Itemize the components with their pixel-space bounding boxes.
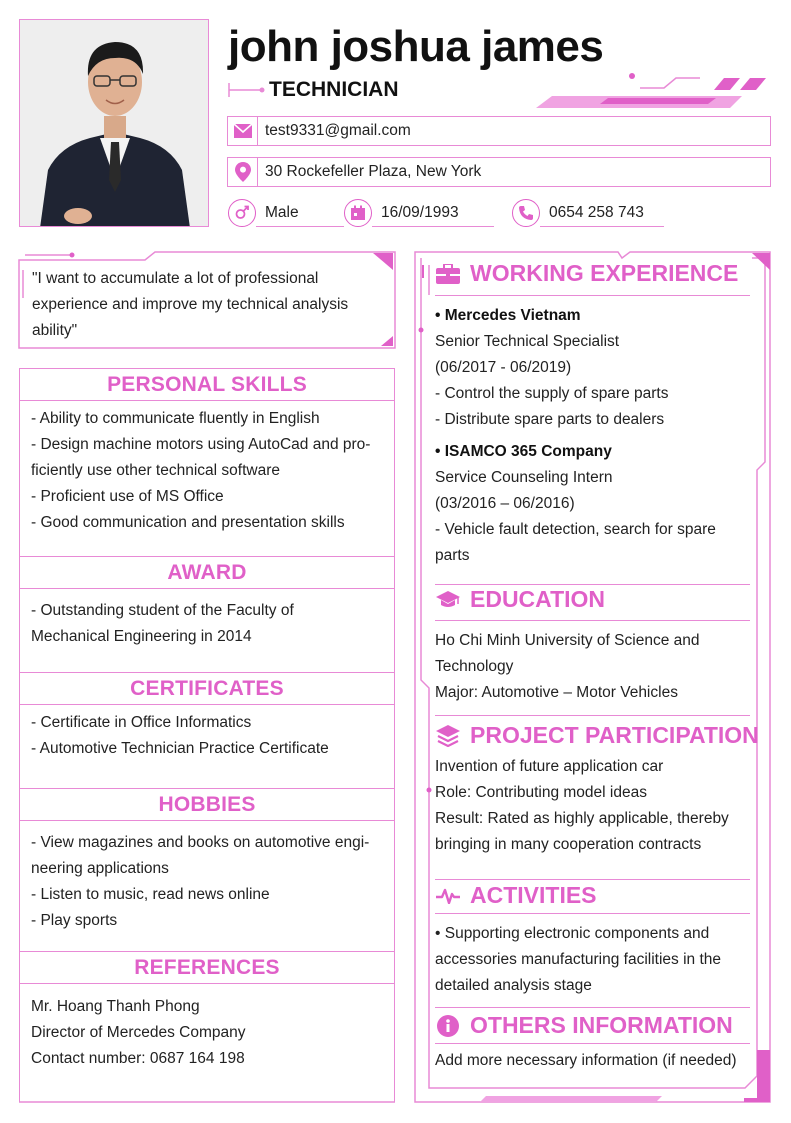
quote-line: experience and improve my technical analysis [32, 296, 349, 313]
reference-line: Director of Mercedes Company [31, 1024, 246, 1041]
hobby-line: neering applications [31, 860, 169, 877]
working-experience-heading [435, 260, 738, 287]
divider [435, 295, 750, 296]
divider [435, 879, 750, 880]
job-line: Senior Technical Specialist [435, 333, 620, 350]
others-information-section [435, 1048, 755, 1074]
certificates-heading: CERTIFICATES [19, 672, 395, 705]
hobbies-section [19, 821, 395, 951]
working-experience-section [435, 303, 755, 569]
hobby-line: - Play sports [31, 912, 118, 929]
award-section [19, 589, 395, 672]
job-line: (03/2016 – 06/2016) [435, 495, 575, 512]
pulse-icon [435, 883, 461, 909]
skill-line: - Good communication and presentation skills [31, 514, 345, 531]
education-line: Ho Chi Minh University of Science and [435, 632, 700, 649]
project-line: bringing in many cooperation contracts [435, 836, 702, 853]
birthday-field [344, 196, 459, 230]
email-row [227, 116, 771, 146]
certificates-section [19, 705, 395, 788]
education-heading [435, 586, 605, 613]
project-line: Role: Contributing model ideas [435, 784, 647, 801]
others-information-heading [435, 1012, 733, 1039]
phone-field [512, 196, 644, 230]
skill-line: ficiently use other technical software [31, 462, 280, 479]
certificate-line: - Certificate in Office Informatics [31, 714, 252, 731]
skill-line: - Proficient use of MS Office [31, 488, 224, 505]
job-title: TECHNICIAN [269, 78, 399, 101]
quote-line: ability" [32, 322, 78, 339]
gender-icon [228, 199, 256, 227]
graduation-cap-icon [435, 587, 461, 613]
activity-line: • Supporting electronic components and [435, 925, 710, 942]
personal-skills-heading: PERSONAL SKILLS [19, 368, 395, 401]
hobby-line: - Listen to music, read news online [31, 886, 270, 903]
divider [435, 620, 750, 621]
skill-line: - Ability to communicate fluently in English [31, 410, 320, 427]
divider [435, 584, 750, 585]
job-line: - Vehicle fault detection, search for spare [435, 521, 716, 538]
profile-photo [19, 19, 209, 227]
working-experience-title: WORKING EXPERIENCE [470, 260, 739, 286]
skill-line: - Design machine motors using AutoCad and pro- [31, 436, 371, 453]
address-row [227, 157, 771, 187]
reference-line: Contact number: 0687 164 198 [31, 1050, 245, 1067]
job-company: • ISAMCO 365 Company [435, 443, 612, 460]
project-line: Invention of future application car [435, 758, 664, 775]
project-participation-section [435, 754, 755, 858]
others-line: Add more necessary information (if needed) [435, 1052, 737, 1069]
activity-line: detailed analysis stage [435, 977, 592, 994]
project-participation-title: PROJECT PARTICIPATION [470, 722, 759, 748]
activities-section [435, 921, 755, 999]
calendar-icon [344, 199, 372, 227]
award-line: - Outstanding student of the Faculty of [31, 602, 294, 619]
career-objective-quote [32, 266, 382, 344]
phone-underline [540, 226, 664, 227]
birthday-text: 16/09/1993 [381, 204, 459, 221]
birthday-underline [372, 226, 494, 227]
others-information-title: OTHERS INFORMATION [470, 1012, 733, 1038]
address-text: 30 Rockefeller Plaza, New York [265, 163, 482, 180]
divider [435, 913, 750, 914]
envelope-icon [228, 117, 258, 145]
hobbies-heading: HOBBIES [19, 788, 395, 821]
certificate-line: - Automotive Technician Practice Certificate [31, 740, 329, 757]
job-line: (06/2017 - 06/2019) [435, 359, 572, 376]
gender-text: Male [265, 204, 299, 221]
activity-line: accessories manufacturing facilities in the [435, 951, 722, 968]
job-line: - Control the supply of spare parts [435, 385, 669, 402]
gender-underline [256, 226, 344, 227]
hobby-line: - View magazines and books on automotive engi- [31, 834, 370, 851]
briefcase-icon [435, 261, 461, 287]
references-heading: REFERENCES [19, 951, 395, 984]
location-pin-icon [228, 158, 258, 186]
project-participation-heading [435, 722, 759, 749]
activities-title: ACTIVITIES [470, 882, 597, 908]
education-line: Major: Automotive – Motor Vehicles [435, 684, 678, 701]
personal-skills-section [19, 401, 395, 557]
info-icon [435, 1013, 461, 1039]
gender-field [228, 196, 299, 230]
education-line: Technology [435, 658, 514, 675]
award-line: Mechanical Engineering in 2014 [31, 628, 252, 645]
divider [435, 715, 750, 716]
education-title: EDUCATION [470, 586, 606, 612]
phone-icon [512, 199, 540, 227]
job-line: Service Counseling Intern [435, 469, 613, 486]
reference-line: Mr. Hoang Thanh Phong [31, 998, 200, 1015]
activities-heading [435, 882, 597, 909]
job-company: • Mercedes Vietnam [435, 307, 581, 324]
layers-icon [435, 723, 461, 749]
full-name: john joshua james [228, 22, 604, 71]
divider [435, 1043, 750, 1044]
job-line: parts [435, 547, 470, 564]
phone-text[interactable]: 0654 258 743 [549, 204, 644, 221]
project-line: Result: Rated as highly applicable, thereby [435, 810, 729, 827]
divider [435, 1007, 750, 1008]
quote-line: "I want to accumulate a lot of professional [32, 270, 319, 287]
references-section [19, 984, 395, 1102]
email-text[interactable]: test9331@gmail.com [265, 122, 411, 139]
job-line: - Distribute spare parts to dealers [435, 411, 665, 428]
award-heading: AWARD [19, 556, 395, 589]
education-section [435, 628, 755, 706]
